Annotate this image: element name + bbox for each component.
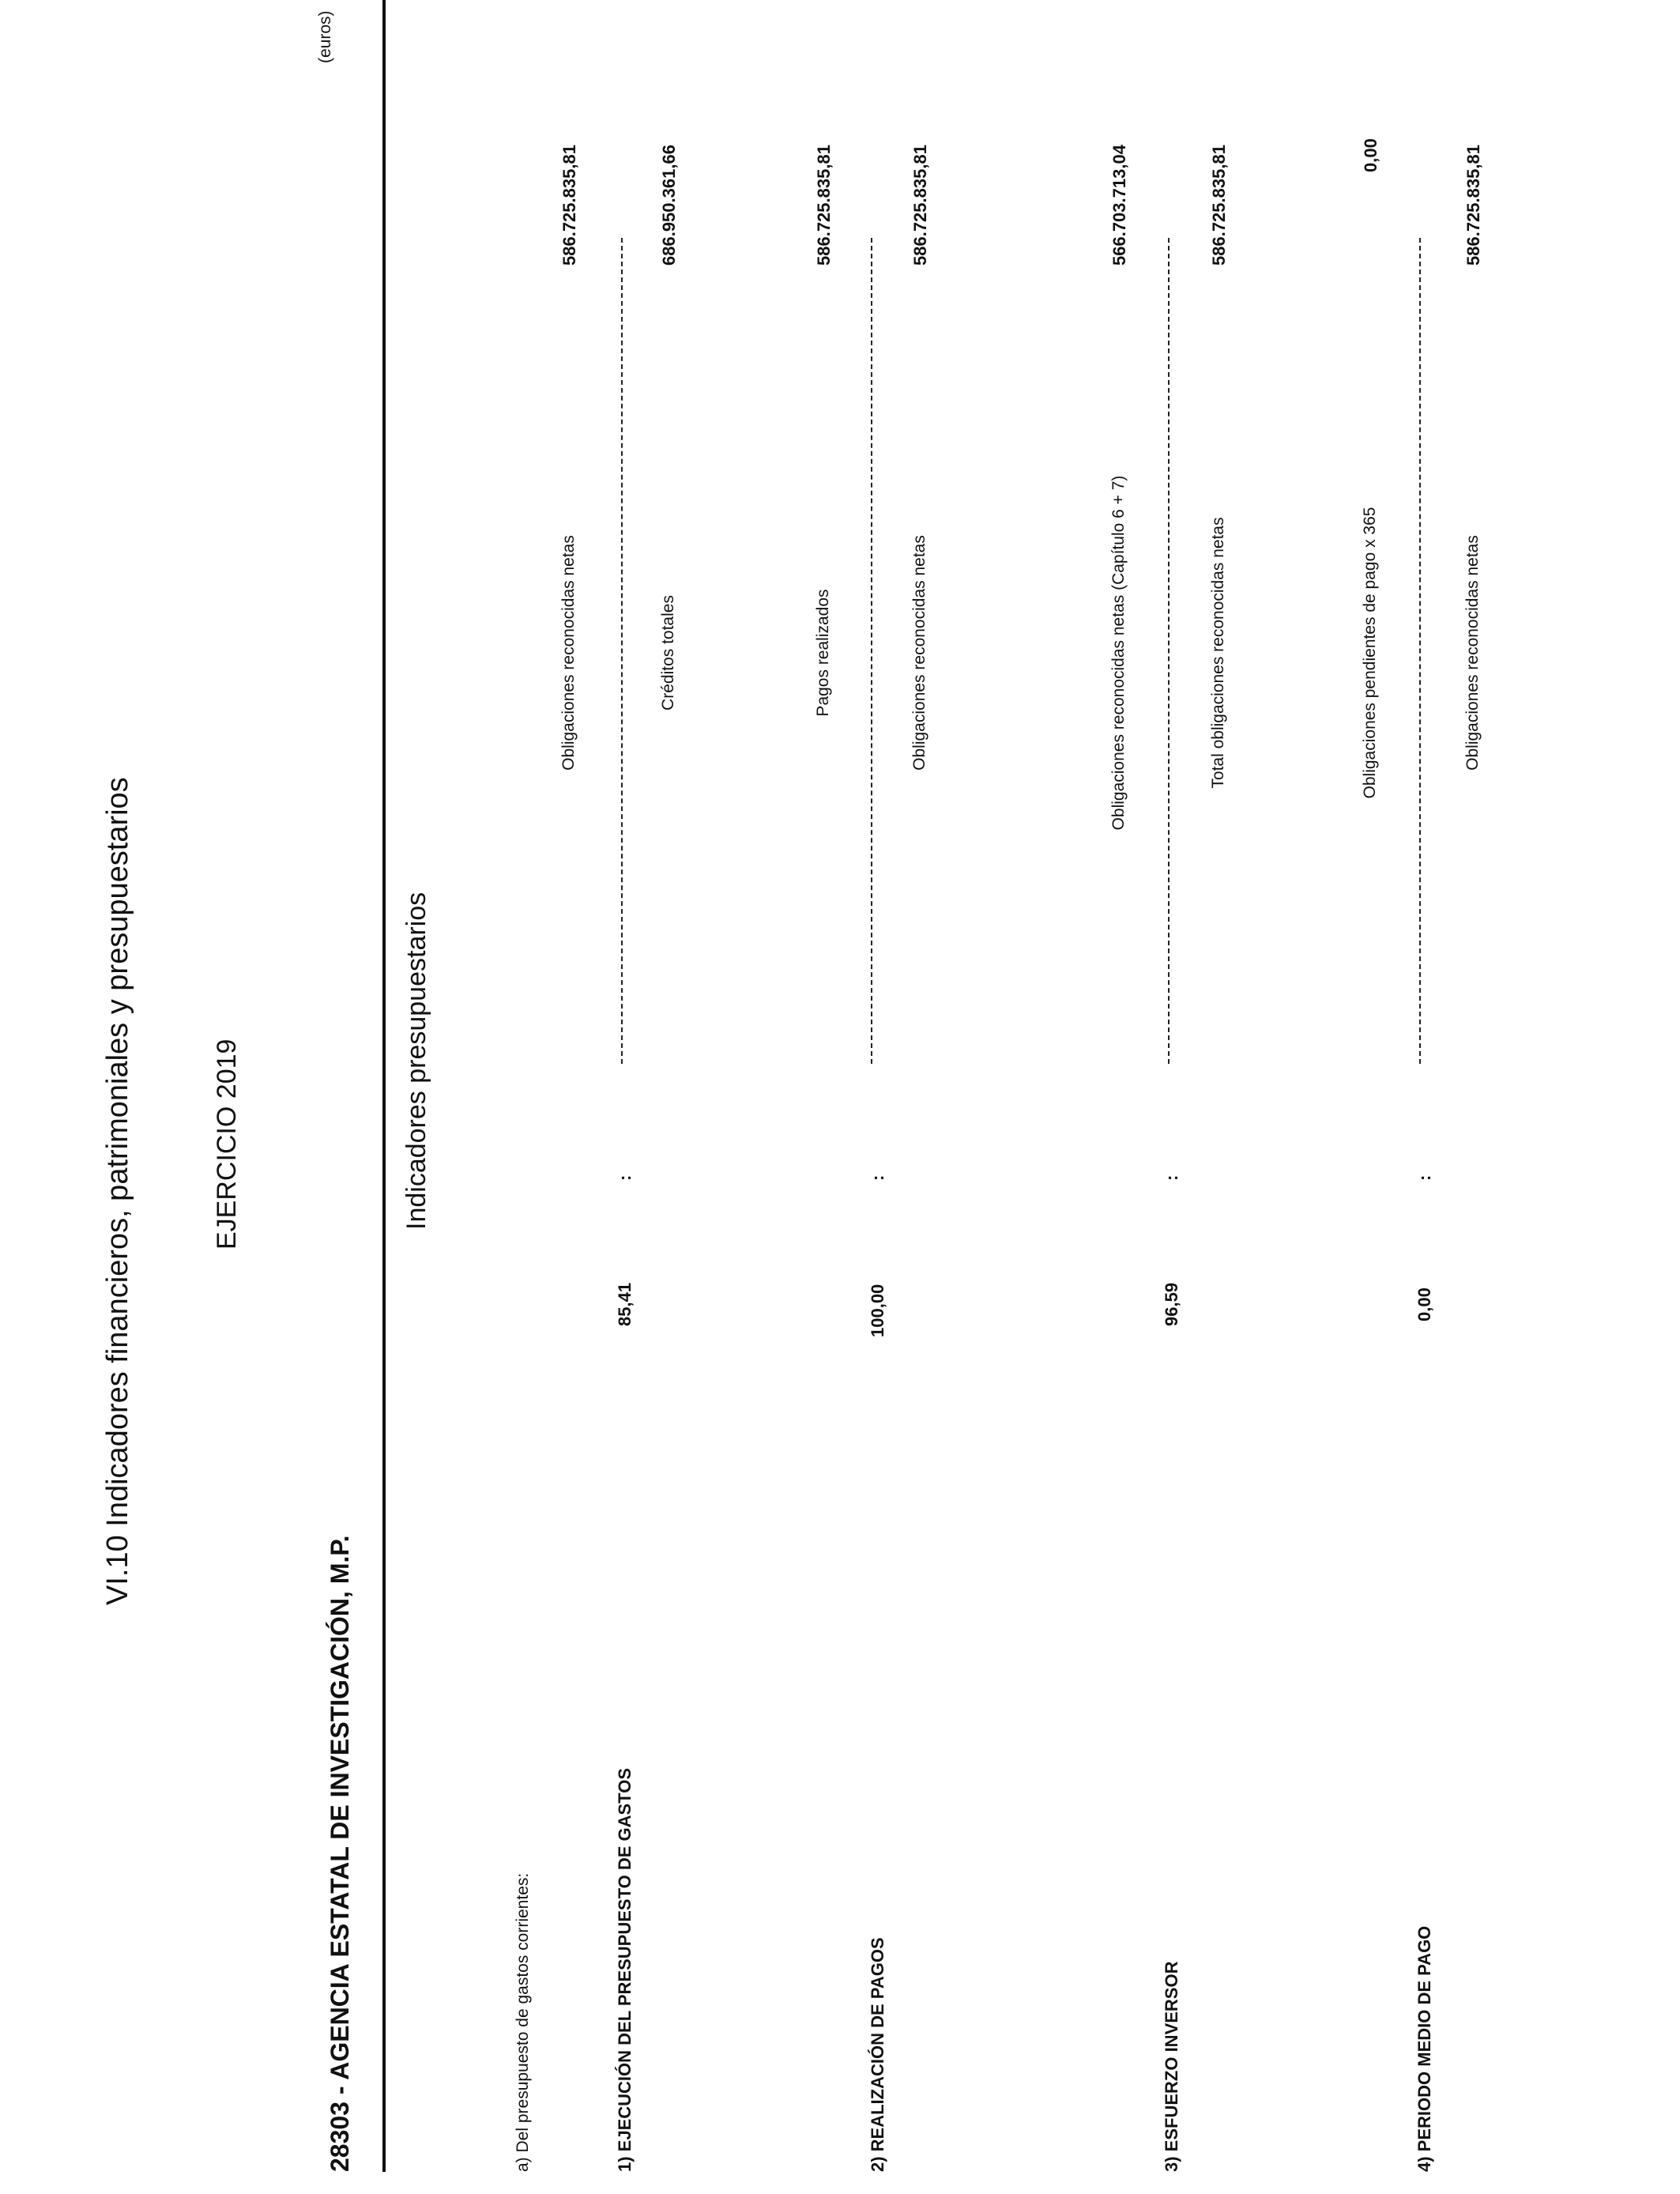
indicator-value: 100,00	[868, 1284, 887, 1337]
numerator-amount: 586.725.835,81	[814, 145, 834, 266]
denominator-text: Obligaciones reconocidas netas	[1463, 535, 1482, 771]
units-label: (euros)	[316, 10, 334, 63]
indicator-colon: :	[1414, 1174, 1434, 1181]
indicator-colon: :	[1162, 1174, 1181, 1181]
fraction-line	[621, 238, 623, 1064]
denominator-text: Total obligaciones reconocidas netas	[1209, 517, 1227, 789]
fraction-line	[1168, 238, 1170, 1064]
fraction-line	[1419, 238, 1421, 1064]
indicator-colon: :	[615, 1174, 635, 1181]
indicator-label: 4) PERIODO MEDIO DE PAGO	[1414, 1925, 1434, 2172]
indicator-colon: :	[868, 1174, 887, 1181]
numerator-text: Pagos realizados	[814, 589, 832, 717]
subsection-label: a) Del presupuesto de gastos corrientes:	[514, 1872, 532, 2172]
numerator-text: Obligaciones reconocidas netas (Capítulo 6 + 7)	[1109, 475, 1128, 831]
ejercicio-heading: EJERCICIO 2019	[212, 1039, 242, 1250]
denominator-amount: 586.725.835,81	[1463, 145, 1483, 266]
top-rule	[382, 0, 386, 2172]
indicator-label: 3) ESFUERZO INVERSOR	[1162, 1961, 1181, 2172]
numerator-text: Obligaciones reconocidas netas	[559, 535, 578, 771]
numerator-text: Obligaciones pendientes de pago x 365	[1361, 507, 1379, 799]
indicator-label: 2) REALIZACIÓN DE PAGOS	[868, 1937, 887, 2172]
section-title: Indicadores presupuestarios	[401, 892, 431, 1230]
indicator-value: 96,59	[1162, 1282, 1181, 1326]
denominator-text: Obligaciones reconocidas netas	[910, 535, 929, 771]
denominator-amount: 686.950.361,66	[659, 145, 679, 266]
denominator-amount: 586.725.835,81	[910, 145, 930, 266]
denominator-text: Créditos totales	[659, 595, 677, 711]
numerator-amount: 566.703.713,04	[1109, 145, 1129, 266]
indicator-value: 85,41	[615, 1282, 635, 1326]
entity-name: 28303 - AGENCIA ESTATAL DE INVESTIGACIÓN, M.P.	[326, 1535, 354, 2172]
indicator-label: 1) EJECUCIÓN DEL PRESUPUESTO DE GASTOS	[615, 1767, 635, 2172]
document-title: VI.10 Indicadores financieros, patrimoniales y presupuestarios	[101, 777, 134, 1605]
indicator-value: 0,00	[1414, 1287, 1434, 1321]
fraction-line	[871, 238, 872, 1064]
denominator-amount: 586.725.835,81	[1209, 145, 1229, 266]
numerator-amount: 586.725.835,81	[559, 145, 579, 266]
numerator-amount: 0,00	[1361, 138, 1381, 172]
